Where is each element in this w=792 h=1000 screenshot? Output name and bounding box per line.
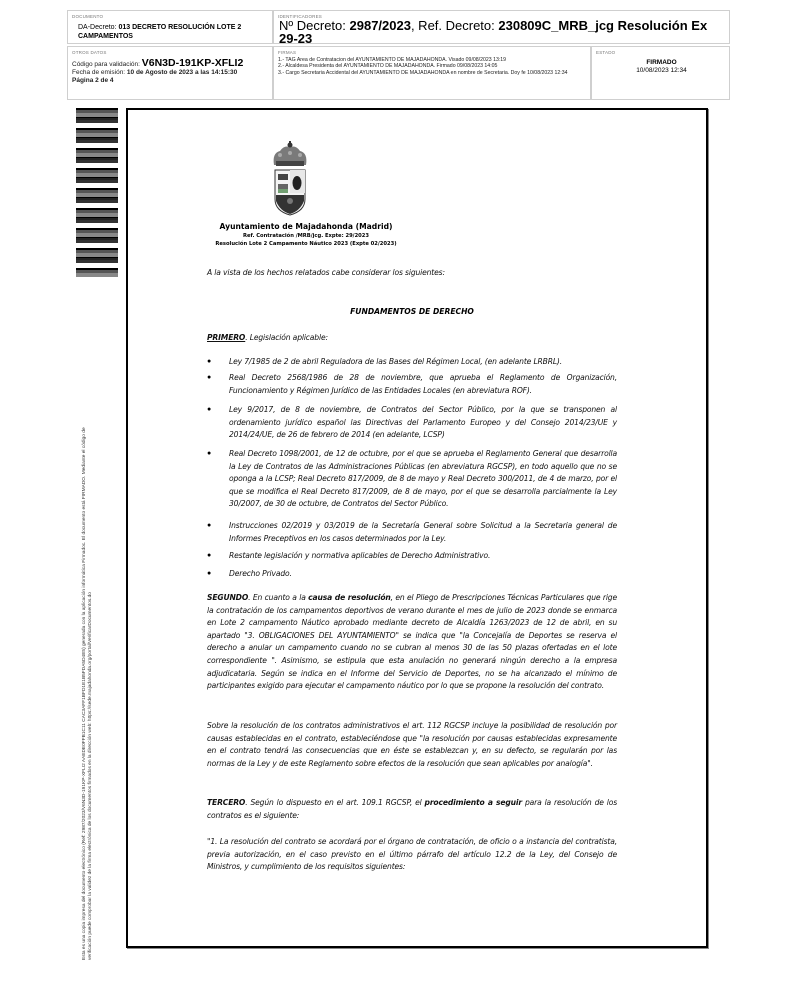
status-datetime: 10/08/2023 12:34: [636, 67, 687, 74]
org-header: [196, 222, 416, 248]
tercero-paragraph: [207, 797, 617, 822]
firma-item: 1.- TAG Area de Contratacion del AYUNTAMIENTO DE MAJADAHONDA. Visado 09/08/2023 13:19: [278, 57, 507, 63]
tercero-label: TERCERO: [207, 798, 246, 807]
bullet-icon: ●: [207, 406, 212, 413]
legislation-item: Instrucciones 02/2019 y 03/2019 de la Secretaría General sobre Solicitud a la Secretaria general de Informes Preceptivos en los casos determinados por la Ley.: [229, 521, 617, 543]
validation-code: V6N3D-191KP-XFLI2: [141, 57, 244, 69]
codigo-prefix: Código para validación:: [72, 61, 142, 68]
legislation-item: Real Decreto 1098/2001, de 12 de octubre, por el que se aprueba el Reglamento General que desarrolla la Ley de Contratos de las Administraciones Públicas (en abreviatura RGCSP), en todo aquello que no se oponga a la LCSP; Real Decreto 817/2009, de 8 de mayo y Real Decreto 300/2011, de 4 de marzo, por el que se modifica el Real Decreto 817/2009, de 8 de mayo, por el que se desarrolla parcialmente la Ley 30/2007, de 30 de octubre, de Contratos del Sector Público.: [229, 449, 617, 509]
bullet-icon: ●: [207, 358, 212, 365]
primero-text: . Legislación aplicable:: [245, 333, 328, 342]
identificadores-label: IDENTIFICADORES: [278, 14, 323, 19]
tercero-text-b: para la resolución de los contratos es el siguiente:: [207, 798, 617, 820]
firmas-box: [273, 46, 591, 100]
firma-item: 2.- Alcaldesa Presidenta del AYUNTAMIENTO DE MAJADAHONDA. Firmado 09/08/2023 14:05: [278, 63, 498, 70]
barcode-icon: [76, 107, 118, 277]
otros-datos-box: [67, 46, 273, 100]
section-title: FUNDAMENTOS DE DERECHO: [350, 307, 474, 316]
otros-datos-content: [72, 59, 272, 85]
identificadores-box: [273, 10, 730, 44]
fecha-emision: 10 de Agosto de 2023 a las 14:15:30: [126, 69, 238, 76]
segundo-text-a: . En cuanto a la: [248, 593, 309, 602]
side-verification-text: [82, 300, 94, 960]
subject-line: Resolución Lote 2 Campamento Náutico 2023 (Expte 02/2023): [215, 241, 397, 247]
segundo-label: SEGUNDO: [207, 593, 249, 602]
legislation-item: Derecho Privado.: [229, 569, 292, 578]
documento-box: [67, 10, 273, 44]
segundo-bold: causa de resolución: [308, 593, 391, 602]
barcode-stripe: [76, 273, 118, 277]
ref-line: Ref. Contratación /MRB/jcg. Expte: 29/2023: [242, 233, 370, 239]
legislation-item: Ley 9/2017, de 8 de noviembre, de Contratos del Sector Público, por la que se transponen al ordenamiento jurídico español las Directivas del Parlamento Europeo y del Consejo 2014/23/UE y 2014/24/UE, de 26 de febrero de 2014 (en adelante, LCSP): [229, 405, 617, 440]
decreto-number: 2987/2023: [349, 18, 411, 33]
bullet-icon: ●: [207, 570, 212, 577]
ref-decreto: 230809C_MRB_jcg Resolución Ex 29-23: [279, 18, 708, 46]
tercero-bold: procedimiento a seguir: [424, 798, 522, 807]
firmas-label: FIRMAS: [278, 50, 297, 55]
firmas-list: [278, 57, 590, 76]
segundo-paragraph: [207, 592, 617, 693]
sobre-paragraph: Sobre la resolución de los contratos administrativos el art. 112 RGCSP incluye la posibilidad de resolución por causas establecidas en el contrato, estableciéndose que "la resolución por causas establecidas expresamente en el contrato tendrá las consecuencias que en éste se establezcan y, en su defecto, se regularán por las normas de la Ley y de este Reglamento sobre efectos de la resolución que sean aplicables por analogía".: [207, 721, 617, 768]
documento-title: 013 DECRETO RESOLUCIÓN LOTE 2 CAMPAMENTOS: [78, 24, 242, 40]
identificadores-value: [279, 19, 729, 45]
legislation-item: Real Decreto 2568/1986 de 28 de noviembre, que aprueba el Reglamento de Organización, Funcionamiento y Régimen Jurídico de las Entidades Locales (en abreviatura ROF).: [229, 373, 617, 395]
documento-value: [78, 23, 268, 41]
decreto-prefix: Nº Decreto:: [279, 18, 350, 33]
legislation-item: Ley 7/1985 de 2 de abril Reguladora de las Bases del Régimen Local, (en adelante LRBRL).: [229, 357, 563, 366]
coat-of-arms-icon: [266, 141, 314, 216]
side-text-line2: verificación puede comprobar la validez de la firma electrónica de los documentos firmados en la dirección web: https://sede.majadahonda.org/portal/VerificarDocumentos.do: [88, 592, 93, 960]
segundo-text-b: , en el Pliego de Prescripciones Técnicas Particulares que rige la contratación de los campamentos deportivos de verano durante el mes de julio de 2023 donde se enmarca en Lote 2 campamento Náutico aprobado mediante decreto de Alcaldía 1263/2023 de 12 de abril, en su apartado "3. OBLIGACIONES DEL AYUNTAMIENTO" se indica que "la Concejalía de Deportes se reserva el derecho a anular un campamento cuando no se cubran al menos 30 de las 50 plazas ofertadas en el lote correspondiente ". Asimismo, se estipula que esta anulación no generará ningún derecho a la empresa adjudicataria. Según se indica en el Informe del Servicio de Deportes, no se ha alcanzado el mínimo de participantes exigido para ejecutar el campamento náutico por lo que se propone la resolución del contrato.: [207, 593, 617, 691]
legislation-item: Restante legislación y normativa aplicables de Derecho Administrativo.: [229, 551, 491, 560]
page-indicator: Página 2 de 4: [72, 77, 114, 84]
bullet-icon: ●: [207, 374, 212, 381]
ref-prefix: , Ref. Decreto:: [410, 18, 499, 33]
primero-label: PRIMERO: [207, 333, 246, 342]
bullet-icon: ●: [207, 552, 212, 559]
intro-paragraph: A la vista de los hechos relatados cabe considerar los siguientes:: [207, 268, 445, 277]
estado-label: ESTADO: [596, 50, 616, 55]
estado-box: [591, 46, 730, 100]
firma-item: 3.- Cargo Secretaria Accidental del AYUNTAMIENTO DE MAJADAHONDA en nombre de Secretaria. Doy fe 10/08/2023 12:34: [278, 69, 568, 76]
bullet-icon: ●: [207, 450, 212, 457]
status-badge: FIRMADO: [646, 59, 677, 66]
tercero-text-a: . Según lo dispuesto en el art. 109.1 RGCSP, el: [245, 798, 425, 807]
estado-content: [592, 59, 731, 75]
org-name: Ayuntamiento de Majadahonda (Madrid): [219, 222, 393, 231]
documento-label: DOCUMENTO: [72, 14, 104, 19]
otros-datos-label: OTROS DATOS: [72, 50, 107, 55]
bullet-icon: ●: [207, 522, 212, 529]
fecha-prefix: Fecha de emisión:: [72, 69, 127, 76]
documento-prefix: DA-Decreto:: [78, 24, 119, 31]
primero-heading: [207, 332, 617, 345]
side-text-line1: Esta es una copia impresa del documento electrónico (Ref: 2987/2023/V6N3D-191KP-XFLI2 AAEDE0FFB1C11 CAC3AFF1BFD1E1B5FDA5D4E5) generada con la aplicación informática Firmadoc. El documento está FIRMADO. Mediante el código de: [82, 427, 87, 960]
quote-paragraph: "1. La resolución del contrato se acordará por el órgano de contratación, de oficio o a instancia del contratista, previa autorización, en el caso previsto en el último párrafo del artículo 12.2 de la Ley, del Consejo de Ministros, y cumplimiento de los requisitos siguientes:: [207, 837, 617, 872]
